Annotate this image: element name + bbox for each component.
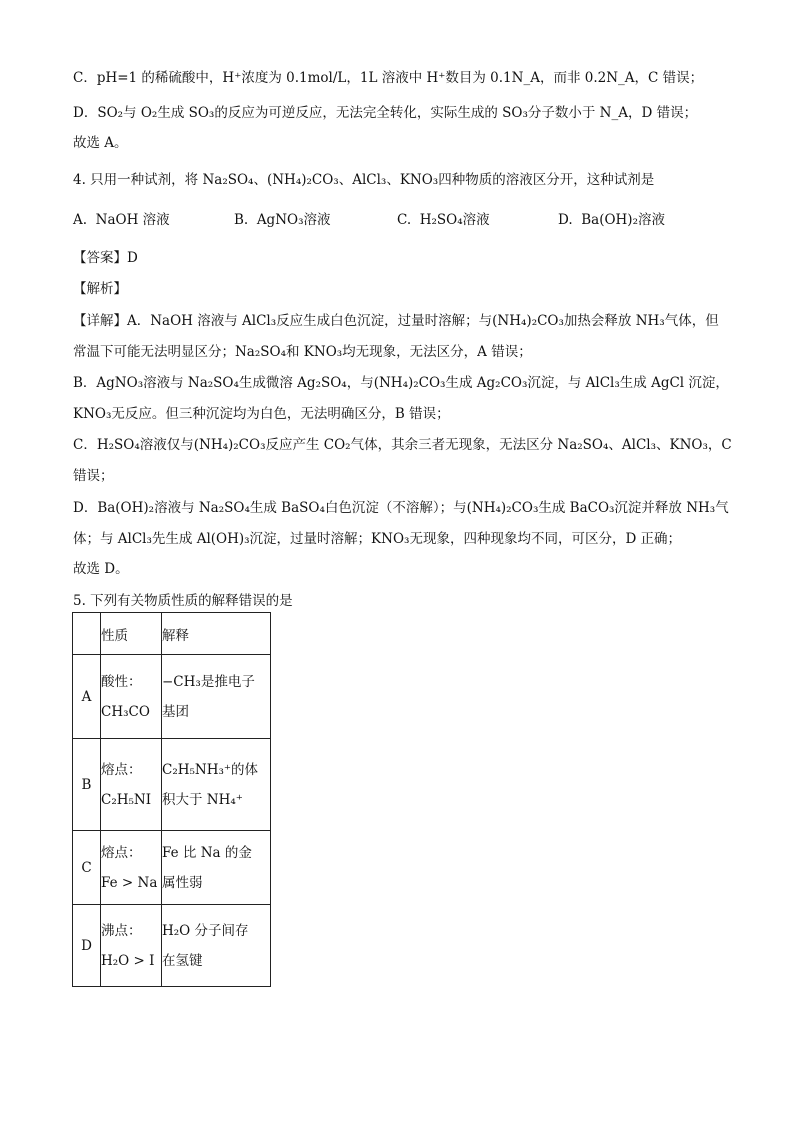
row-property [101,739,162,831]
row-property [101,655,162,739]
explanation-line: H₂O 分子间存 [162,922,249,939]
row-key: A [73,655,101,739]
option-text: H₂SO₄溶液 [419,212,490,228]
table-row [73,739,271,831]
q4-option-b [234,208,331,228]
property-value: C₂H₅NI [101,791,152,808]
option-key: B. [234,212,249,228]
option-key: A. [73,212,88,228]
q4-detail-line: 常温下可能无法明显区分；Na₂SO₄和 KNO₃均无现象，无法区分，A 错误； [73,344,532,360]
explanation-line: 基团 [162,703,189,720]
q4-option-a [73,208,170,228]
q4-detail-line: 体；与 AlCl₃先生成 Al(OH)₃沉淀，过量时溶解；KNO₃无现象，四种现象均不同，可区分，D 正确； [73,531,682,547]
row-key: C [73,831,101,905]
table-row [73,831,271,905]
row-explanation [162,831,271,905]
header-blank [73,613,101,655]
option-key: D. [558,212,573,228]
explanation-line: C₂H₅NH₃⁺的体 [162,761,259,778]
property-value: CH₃CO [101,703,150,720]
row-explanation [162,905,271,987]
property-label: 沸点： [101,922,142,939]
q3-option-c-explanation: C．pH=1 的稀硫酸中，H⁺浓度为 0.1mol/L，1L 溶液中 H⁺数目为 0.1N_A，而非 0.2N_A，C 错误； [73,70,704,86]
q4-detail-line: 故选 D。 [73,561,129,577]
option-text: AgNO₃溶液 [256,212,331,228]
q5-properties-table [72,612,271,987]
row-key: B [73,739,101,831]
q4-detail-line: KNO₃无反应。但三种沉淀均为白色，无法明确区分，B 错误； [73,406,450,422]
q4-detail-line: 【详解】A．NaOH 溶液与 AlCl₃反应生成白色沉淀，过量时溶解；与(NH₄)₂CO₃加热会释放 NH₃气体，但 [73,313,719,329]
header-explanation: 解释 [162,613,271,655]
row-property [101,905,162,987]
property-label: 熔点： [101,761,142,778]
option-text: Ba(OH)₂溶液 [581,212,665,228]
explanation-line: 在氢键 [162,952,203,969]
explanation-line: Fe 比 Na 的金 [162,844,252,861]
q3-conclusion: 故选 A。 [73,135,128,151]
row-property [101,831,162,905]
property-value: Fe > Na [101,874,158,891]
option-key: C. [397,212,412,228]
q4-answer: 【答案】D [73,250,138,266]
row-key: D [73,905,101,987]
option-text: NaOH 溶液 [95,212,170,228]
property-value: H₂O > I [101,952,155,969]
table-row [73,655,271,739]
q4-detail-line: C．H₂SO₄溶液仅与(NH₄)₂CO₃反应产生 CO₂气体，其余三者无现象，无法区分 Na₂SO₄、AlCl₃、KNO₃，C [73,437,732,453]
table-row [73,905,271,987]
explanation-line: −CH₃是推电子 [162,673,255,690]
property-label: 酸性： [101,673,142,690]
explanation-line: 属性弱 [162,874,203,891]
q4-option-d [558,208,665,228]
row-explanation [162,655,271,739]
q4-detail-line: D．Ba(OH)₂溶液与 Na₂SO₄生成 BaSO₄白色沉淀（不溶解）；与(NH₄)₂CO₃生成 BaCO₃沉淀并释放 NH₃气 [73,500,729,516]
header-property: 性质 [101,613,162,655]
q4-analysis-heading: 【解析】 [73,281,127,297]
q5-stem: 5. 下列有关物质性质的解释错误的是 [73,593,293,609]
table-header-row [73,613,271,655]
q4-detail-line: B．AgNO₃溶液与 Na₂SO₄生成微溶 Ag₂SO₄，与(NH₄)₂CO₃生成 Ag₂CO₃沉淀，与 AlCl₃生成 AgCl 沉淀， [73,375,729,391]
q4-option-c [397,208,490,228]
row-explanation [162,739,271,831]
property-label: 熔点： [101,844,142,861]
q4-stem: 4. 只用一种试剂，将 Na₂SO₄、(NH₄)₂CO₃、AlCl₃、KNO₃四种物质的溶液区分开，这种试剂是 [73,172,655,188]
q4-detail-line: 错误； [73,468,114,484]
q3-option-d-explanation: D．SO₂与 O₂生成 SO₃的反应为可逆反应，无法完全转化，实际生成的 SO₃分子数小于 N_A，D 错误； [73,105,698,121]
explanation-line: 积大于 NH₄⁺ [162,791,243,808]
